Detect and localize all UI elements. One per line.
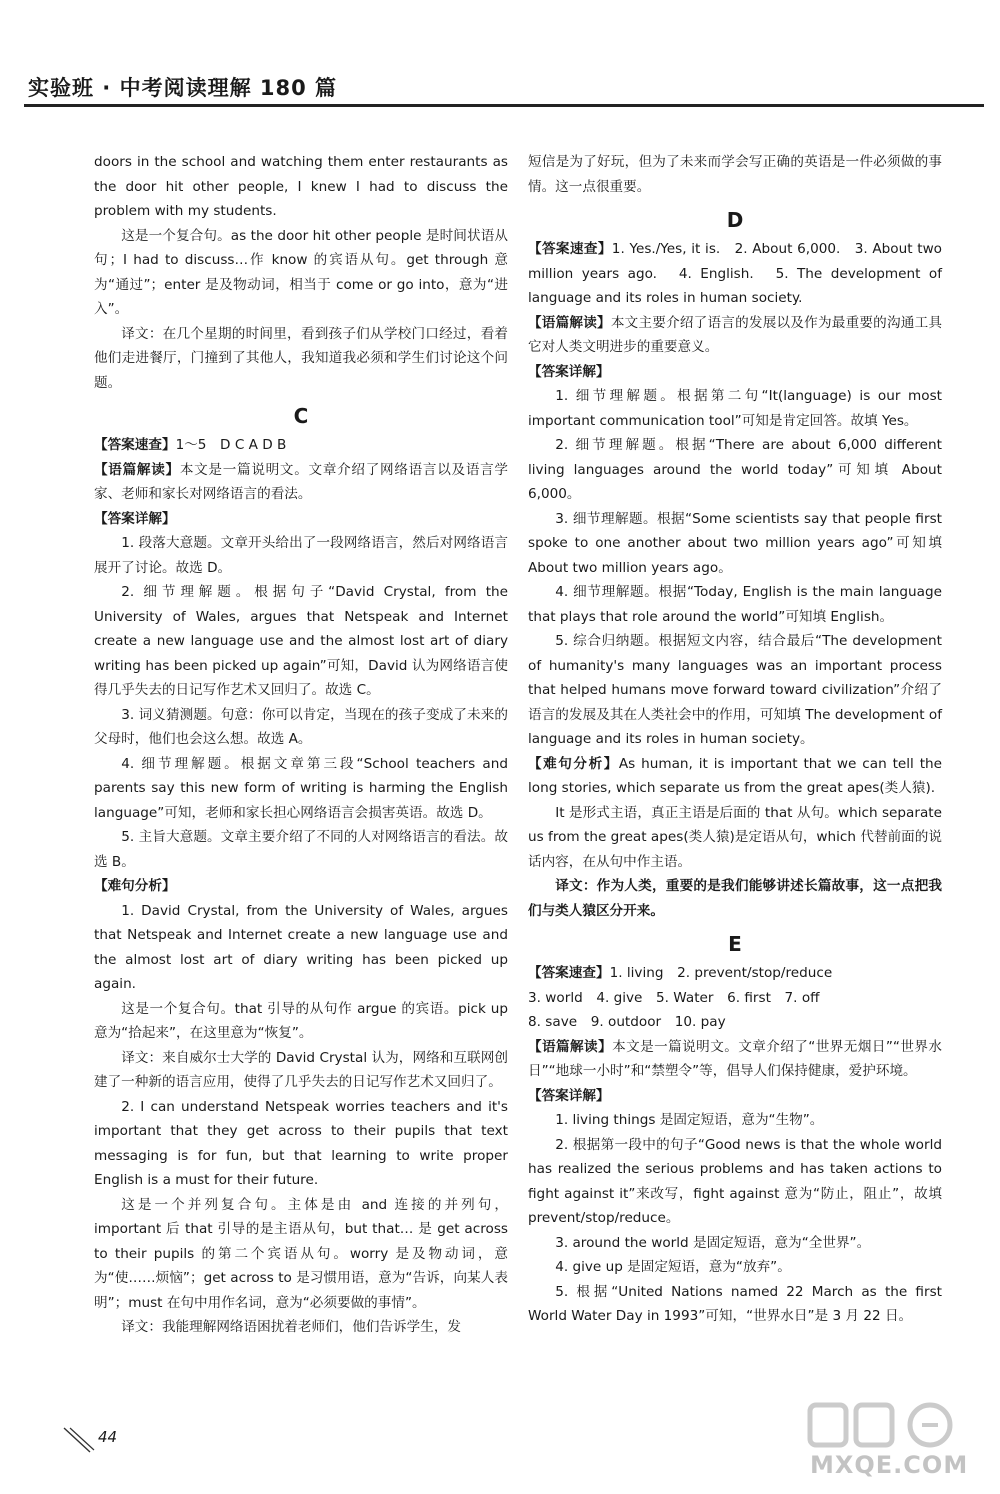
- paragraph: [528, 1280, 942, 1329]
- paragraph: [528, 360, 942, 385]
- paragraph: [94, 1315, 508, 1340]
- paragraph: [94, 1095, 508, 1193]
- paragraph: [528, 1035, 942, 1084]
- section-tag: 【难句分析】: [94, 878, 176, 894]
- paragraph-text: 2. 根据第一段中的句子“Good news is that the whole world has realized the serious problems and has taken actions to fight against it”来改写，fight against 意为“防止，阻止”，故填 prevent/stop/reduce。: [528, 1136, 942, 1226]
- paragraph-text: 2. 细节理解题。根据“There are about 6,000 different living languages around the world today”可知填 About 6,000。: [528, 437, 942, 502]
- paragraph: [94, 899, 508, 997]
- paragraph-text: 5. 主旨大意题。文章主要介绍了不同的人对网络语言的看法。故选 B。: [94, 829, 508, 870]
- paragraph-text: 1. David Crystal, from the University of Wales, argues that Netspeak and Internet create a new language use and the almost lost art of diary writing has been picked up again.: [94, 902, 508, 992]
- section-tag: 【语篇解读】: [528, 1038, 613, 1055]
- paragraph-text: 3. around the world 是固定短语，意为“全世界”。: [555, 1234, 871, 1251]
- section-tag: 【答案详解】: [528, 1087, 610, 1104]
- paragraph: [94, 580, 508, 703]
- paragraph-text: 5. 根据“United Nations named 22 March as the first World Water Day in 1993”可知，“世界水日”是 3 月 22 日。: [528, 1283, 942, 1324]
- paragraph: [94, 997, 508, 1046]
- paragraph-text: 译文：来自威尔士大学的 David Crystal 认为，网络和互联网创建了一种新的语言应用，使得了几乎失去的日记写作艺术又回归了。: [94, 1049, 508, 1090]
- paragraph-text: 3. world 4. give 5. Water 6. first 7. off: [528, 989, 820, 1006]
- paragraph-text: 1. 细节理解题。根据第二句“It(language) is our most important communication tool”可知是肯定回答。故填 Yes。: [528, 388, 942, 429]
- paragraph: [94, 531, 508, 580]
- paragraph-text: As human, it is important that we can tell the long stories, which separate us from the great apes(类人猿).: [528, 755, 942, 796]
- watermark: [790, 1395, 990, 1487]
- paragraph: [94, 1046, 508, 1095]
- paragraph-text: 这是一个并列复合句。主体是由 and 连接的并列句，important 后 that 引导的是主语从句，but that… 是 get across to their pupils 的第二个宾语从句。worry 是及物动词，意为“使……烦恼”；get across to 是习惯用语，意为“告诉，向某人表明”；must 在句中用作名词，意为“必须要做的事情”。: [94, 1196, 508, 1311]
- paragraph: [528, 629, 942, 752]
- paragraph-text: 8. save 9. outdoor 10. pay: [528, 1014, 726, 1030]
- slash-decoration-icon: [62, 1424, 96, 1454]
- paragraph: [94, 322, 508, 396]
- paragraph-text: 本文是一篇说明文。文章介绍了网络语言以及语言学家、老师和家长对网络语言的看法。: [94, 461, 509, 502]
- header-title: 实验班 · 中考阅读理解 180 篇: [28, 76, 338, 100]
- paragraph-text: 本文主要介绍了语言的发展以及作为最重要的沟通工具它对人类文明进步的重要意义。: [528, 314, 942, 355]
- paragraph-text: It 是形式主语，真正主语是后面的 that 从句。which separate us from the great apes(类人猿)是定语从句，which 代替前面的说话内容，在从句中作主语。: [528, 804, 942, 870]
- paragraph-text: 4. 细节理解题。根据“Today, English is the main language that plays that role around the world”可知填 English。: [528, 584, 942, 625]
- paragraph: [528, 580, 942, 629]
- paragraph-text: 2. 细节理解题。根据句子“David Crystal, from the University of Wales, argues that Netspeak and Internet create a new language use and the almost lost art of diary writing has been picked up again”可知，David 认为网络语言使得几乎失去的日记写作艺术又回归了。故选 C。: [94, 584, 508, 698]
- section-tag: 【答案详解】: [528, 363, 610, 380]
- paragraph-text: 1. Yes./Yes, it is. 2. About 6,000. 3. About two million years ago. 4. English. 5. The development of language and its roles in human society.: [528, 241, 943, 306]
- section-tag: 【答案详解】: [94, 510, 176, 527]
- paragraph: [528, 961, 942, 986]
- page-header: [24, 70, 984, 110]
- paragraph-text: 3. 词义猜测题。句意：你可以肯定，当现在的孩子变成了未来的父母时，他们也会这么想。故选 A。: [94, 706, 508, 747]
- paragraph: [528, 986, 942, 1011]
- paragraph-text: 这是一个复合句。that 引导的从句作 argue 的宾语。pick up 意为“拾起来”，在这里意为“恢复”。: [94, 1000, 508, 1041]
- paragraph: [528, 752, 942, 801]
- paragraph: [528, 311, 942, 360]
- paragraph-text: 4. give up 是固定短语，意为“放弃”。: [555, 1259, 791, 1275]
- paragraph: [528, 1010, 942, 1035]
- section-tag: 【语篇解读】: [94, 461, 180, 478]
- paragraph: [528, 1231, 942, 1256]
- paragraph: [528, 433, 942, 507]
- paragraph-text: doors in the school and watching them enter restaurants as the door hit other people, I knew I had to discuss the problem with my students.: [94, 154, 508, 219]
- paragraph: [94, 874, 508, 899]
- paragraph: [528, 384, 942, 433]
- paragraph-text: 3. 细节理解题。根据“Some scientists say that people first spoke to one another about two million years ago”可知填 About two million years ago。: [528, 510, 942, 576]
- section-tag: 【语篇解读】: [528, 314, 611, 331]
- paragraph: [94, 703, 508, 752]
- paragraph: [528, 1108, 942, 1133]
- section-tag: 【答案速查】: [94, 437, 176, 453]
- paragraph-text: 短信是为了好玩，但为了未来而学会写正确的英语是一件必须做的事情。这一点很重要。: [528, 154, 942, 195]
- paragraph-text: 1～5 D C A D B: [175, 437, 287, 453]
- paragraph: [528, 1133, 942, 1231]
- paragraph: [94, 507, 508, 532]
- paragraph: [94, 433, 508, 458]
- paragraph: [94, 1193, 508, 1316]
- paragraph-text: 译文：在几个星期的时间里，看到孩子们从学校门口经过，看着他们走进餐厅，门撞到了其他人，我知道我必须和学生们讨论这个问题。: [94, 325, 508, 391]
- section-tag: 【答案速查】: [528, 241, 612, 257]
- paragraph-text: 2. I can understand Netspeak worries teachers and it's important that they get across to their pupils that text messaging is for fun, but that learning to write proper English is a must for their future.: [94, 1098, 508, 1188]
- paragraph-text: 1. 段落大意题。文章开头给出了一段网络语言，然后对网络语言展开了讨论。故选 D。: [94, 535, 508, 576]
- section-tag: 【答案速查】: [528, 965, 610, 981]
- paragraph: [528, 237, 942, 311]
- paragraph: [94, 458, 508, 507]
- watermark-text: MXQE.COM: [810, 1451, 969, 1479]
- paragraph: [528, 150, 942, 199]
- paragraph-text: 1. living things 是固定短语，意为“生物”。: [555, 1112, 824, 1128]
- paragraph: [94, 752, 508, 826]
- paragraph-text: 4. 细节理解题。根据文章第三段“School teachers and parents say this new form of writing is harming the English language”可知，老师和家长担心网络语言会损害英语。故选 D。: [94, 755, 508, 821]
- paragraph-text: 这是一个复合句。as the door hit other people 是时间状语从句；I had to discuss…作 know 的宾语从句。get through 意为“通过”；enter 是及物动词，相当于 come or go into，意为“进入”。: [94, 227, 508, 317]
- right-column: [528, 150, 942, 1329]
- paragraph: [528, 874, 942, 923]
- header-rule: [24, 104, 984, 107]
- paragraph-text: 5. 综合归纳题。根据短文内容，结合最后“The development of humanity's many languages was an important process that helped humans move forward toward civilization”介绍了语言的发展及其在人类社会中的作用，可知填 The development of language and its roles in human society。: [528, 633, 942, 747]
- paragraph: [94, 224, 508, 322]
- paragraph: [528, 801, 942, 875]
- section-heading: C: [293, 404, 309, 428]
- paragraph-text: 译文：作为人类，重要的是我们能够讲述长篇故事，这一点把我们与类人猿区分开来。: [528, 878, 942, 919]
- watermark-logo-icon: [790, 1395, 990, 1455]
- page-footer: [62, 1420, 182, 1460]
- section-heading: E: [728, 932, 742, 956]
- section-heading: D: [726, 208, 744, 232]
- paragraph-text: 1. living 2. prevent/stop/reduce: [609, 965, 833, 981]
- paragraph: [94, 150, 508, 224]
- paragraph: [94, 825, 508, 874]
- paragraph-text: 本文是一篇说明文。文章介绍了“世界无烟日”“世界水日”“地球一小时”和“禁塑令”等，倡导人们保持健康，爱护环境。: [528, 1038, 942, 1079]
- paragraph: [528, 1255, 942, 1280]
- page-number: 44: [98, 1428, 118, 1446]
- paragraph: [528, 507, 942, 581]
- paragraph-text: 译文：我能理解网络语困扰着老师们，他们告诉学生，发: [121, 1319, 462, 1335]
- paragraph: [528, 1084, 942, 1109]
- section-tag: 【难句分析】: [528, 755, 619, 772]
- left-column: [94, 150, 508, 1340]
